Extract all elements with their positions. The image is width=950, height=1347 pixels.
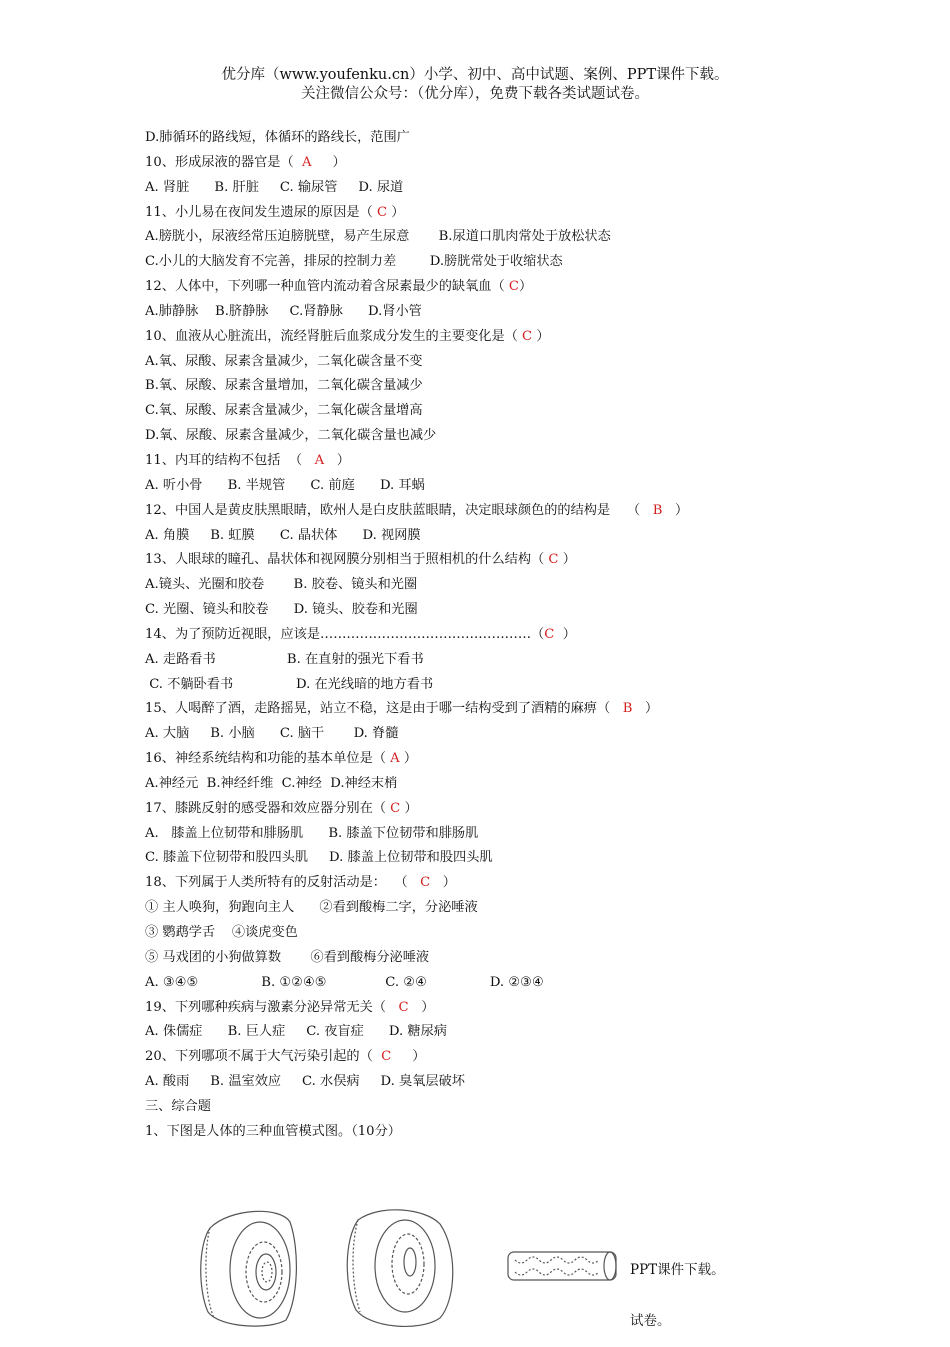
text-line <box>145 747 785 772</box>
answer-mark: C <box>381 1049 392 1065</box>
line-text: ③ 鹦鹉学舌 ④谈虎变色 <box>145 925 298 940</box>
text-line <box>145 722 785 747</box>
line-text: C. 膝盖下位韧带和股四头肌 D. 膝盖上位韧带和股四头肌 <box>145 850 493 866</box>
line-text: A. 酸雨 B. 温室效应 C. 水俣病 D. 臭氧层破坏 <box>145 1074 465 1090</box>
text-line <box>145 350 785 375</box>
text-line <box>145 697 785 722</box>
text-line <box>145 871 785 896</box>
line-text: C.小儿的大脑发育不完善，排尿的控制力差 D.膀胱常处于收缩状态 <box>145 254 563 270</box>
text-line <box>145 971 785 996</box>
text-line <box>145 300 785 325</box>
line-text: 12、中国人是黄皮肤黑眼睛，欧州人是白皮肤蓝眼睛，决定眼球颜色的的结构是 （ <box>145 502 653 518</box>
text-line <box>145 1070 785 1095</box>
text-line <box>145 1095 785 1120</box>
overlay-line-1: PPT课件下载。 <box>630 1262 725 1278</box>
line-text: 11、内耳的结构不包括 （ <box>145 452 315 468</box>
line-text: A. ③④⑤ B. ①②④⑤ C. ②④ D. ②③④ <box>145 974 544 990</box>
text-line <box>145 548 785 573</box>
text-line <box>145 772 785 797</box>
answer-mark: A <box>302 154 312 170</box>
line-text-suffix: ） <box>518 279 533 295</box>
line-text: A. 侏儒症 B. 巨人症 C. 夜盲症 D. 糖尿病 <box>145 1024 447 1040</box>
text-line <box>145 201 785 226</box>
line-text: ① 主人唤狗，狗跑向主人 ②看到酸梅二字，分泌唾液 <box>145 900 478 916</box>
line-text: 1、下图是人体的三种血管模式图。（10分） <box>145 1123 401 1139</box>
text-line <box>145 126 785 151</box>
line-text: A. 听小骨 B. 半规管 C. 前庭 D. 耳蜗 <box>145 477 425 493</box>
line-text: D.氧、尿酸、尿素含量减少，二氧化碳含量也减少 <box>145 428 437 444</box>
header-line-1: 优分库（www.youfenku.cn）小学、初中、高中试题、案例、PPT课件下载。 <box>221 67 729 83</box>
page-header <box>0 66 950 104</box>
text-line <box>145 449 785 474</box>
line-text: 15、人喝醉了酒，走路摇晃，站立不稳，这是由于哪一结构受到了酒精的麻痹（ <box>145 701 623 717</box>
answer-mark: C <box>398 999 409 1015</box>
text-line <box>145 598 785 623</box>
line-text-suffix: ） <box>311 154 346 170</box>
text-line <box>145 225 785 250</box>
question-list <box>145 126 785 1145</box>
line-text: 17、膝跳反射的感受器和效应器分别在（ <box>145 800 391 816</box>
line-text-suffix: ） <box>399 751 418 767</box>
text-line <box>145 374 785 399</box>
text-line <box>145 1045 785 1070</box>
line-text-suffix: ） <box>430 875 456 891</box>
answer-mark: C <box>544 626 555 642</box>
text-line <box>145 946 785 971</box>
line-text: ⑤ 马戏团的小狗做算数 ⑥看到酸梅分泌唾液 <box>145 949 430 965</box>
text-line <box>145 673 785 698</box>
line-text: B.氧、尿酸、尿素含量增加，二氧化碳含量减少 <box>145 378 423 394</box>
line-text-suffix: ） <box>662 502 689 518</box>
line-text: A.肺静脉 B.脐静脉 C.肾静脉 D.肾小管 <box>145 303 422 319</box>
line-text: A. 膝盖上位韧带和腓肠肌 B. 膝盖下位韧带和腓肠肌 <box>145 825 479 841</box>
line-text: 20、下列哪项不属于大气污染引起的（ <box>145 1049 382 1065</box>
text-line <box>145 275 785 300</box>
capillary-tube <box>508 1252 616 1280</box>
text-line <box>145 573 785 598</box>
line-text: 14、为了预防近视眼，应该是…………………………………………（ <box>145 626 545 642</box>
line-text: A.神经元 B.神经纤维 C.神经 D.神经末梢 <box>145 775 398 791</box>
line-text-suffix: ） <box>558 552 576 568</box>
artery-cross-section <box>201 1211 297 1326</box>
line-text-suffix: ） <box>408 999 435 1015</box>
text-line <box>145 822 785 847</box>
text-line <box>145 623 785 648</box>
line-text: 11、小儿易在夜间发生遗尿的原因是（ <box>145 204 377 220</box>
answer-mark: C <box>522 328 533 344</box>
text-line <box>145 1120 785 1145</box>
line-text: C. 光圈、镜头和胶卷 D. 镜头、胶卷和光圈 <box>145 602 418 618</box>
answer-mark: B <box>652 502 663 518</box>
line-text: A.镜头、光圈和胶卷 B. 胶卷、镜头和光圈 <box>145 577 418 593</box>
line-text: C. 不躺卧看书 D. 在光线暗的地方看书 <box>145 676 434 692</box>
line-text: 10、形成尿液的器官是（ <box>145 154 303 170</box>
overlay-line-2: 试卷。 <box>630 1313 671 1329</box>
line-text-suffix: ） <box>554 626 576 642</box>
footer-watermark-fragment <box>630 1228 725 1347</box>
line-text: 18、下列属于人类所特有的反射活动是： （ <box>145 875 421 891</box>
line-text-suffix: ） <box>324 452 350 468</box>
line-text: A. 肾脏 B. 肝脏 C. 输尿管 D. 尿道 <box>145 179 404 195</box>
line-text: A. 走路看书 B. 在直射的强光下看书 <box>145 651 424 667</box>
answer-mark: C <box>390 800 401 816</box>
text-line <box>145 524 785 549</box>
answer-mark: C <box>420 875 431 891</box>
line-text: A.膀胱小，尿液经常压迫膀胱壁，易产生尿意 B.尿道口肌肉常处于放松状态 <box>145 229 611 245</box>
line-text-suffix: ） <box>632 701 659 717</box>
line-text: 13、人眼球的瞳孔、晶状体和视网膜分别相当于照相机的什么结构（ <box>145 552 549 568</box>
line-text: A. 角膜 B. 虹膜 C. 晶状体 D. 视网膜 <box>145 527 421 543</box>
line-text: D.肺循环的路线短，体循环的路线长，范围广 <box>145 130 410 145</box>
text-line <box>145 151 785 176</box>
line-text: 三、综合题 <box>145 1098 211 1114</box>
line-text: C.氧、尿酸、尿素含量减少，二氧化碳含量增高 <box>145 403 423 419</box>
line-text: 19、下列哪种疾病与激素分泌异常无关（ <box>145 999 399 1015</box>
answer-mark: B <box>622 701 633 717</box>
text-line <box>145 648 785 673</box>
text-line <box>145 250 785 275</box>
line-text-suffix: ） <box>532 328 550 344</box>
answer-mark: A <box>314 452 325 468</box>
text-line <box>145 399 785 424</box>
line-text: 10、血液从心脏流出，流经肾脏后血浆成分发生的主要变化是（ <box>145 328 523 344</box>
text-line <box>145 325 785 350</box>
blood-vessel-figure <box>190 1200 630 1330</box>
text-line <box>145 996 785 1021</box>
line-text: 16、神经系统结构和功能的基本单位是（ <box>145 751 391 767</box>
answer-mark: C <box>548 552 559 568</box>
text-line <box>145 846 785 871</box>
text-line <box>145 474 785 499</box>
line-text: A. 大脑 B. 小脑 C. 脑干 D. 脊髓 <box>145 726 399 742</box>
text-line <box>145 1020 785 1045</box>
answer-mark: C <box>508 279 519 295</box>
text-line <box>145 921 785 946</box>
line-text: 12、人体中，下列哪一种血管内流动着含尿素最少的缺氧血（ <box>145 279 509 295</box>
line-text-suffix: ） <box>400 800 418 816</box>
line-text: A.氧、尿酸、尿素含量减少，二氧化碳含量不变 <box>145 353 423 369</box>
text-line <box>145 896 785 921</box>
header-line-2: 关注微信公众号：（优分库），免费下载各类试题试卷。 <box>301 86 649 102</box>
text-line <box>145 499 785 524</box>
vein-cross-section <box>347 1210 453 1327</box>
line-text-suffix: ） <box>391 1049 426 1065</box>
line-text-suffix: ） <box>387 204 405 220</box>
text-line <box>145 797 785 822</box>
text-line <box>145 176 785 201</box>
text-line <box>145 424 785 449</box>
answer-mark: A <box>390 751 400 767</box>
answer-mark: C <box>376 204 388 220</box>
